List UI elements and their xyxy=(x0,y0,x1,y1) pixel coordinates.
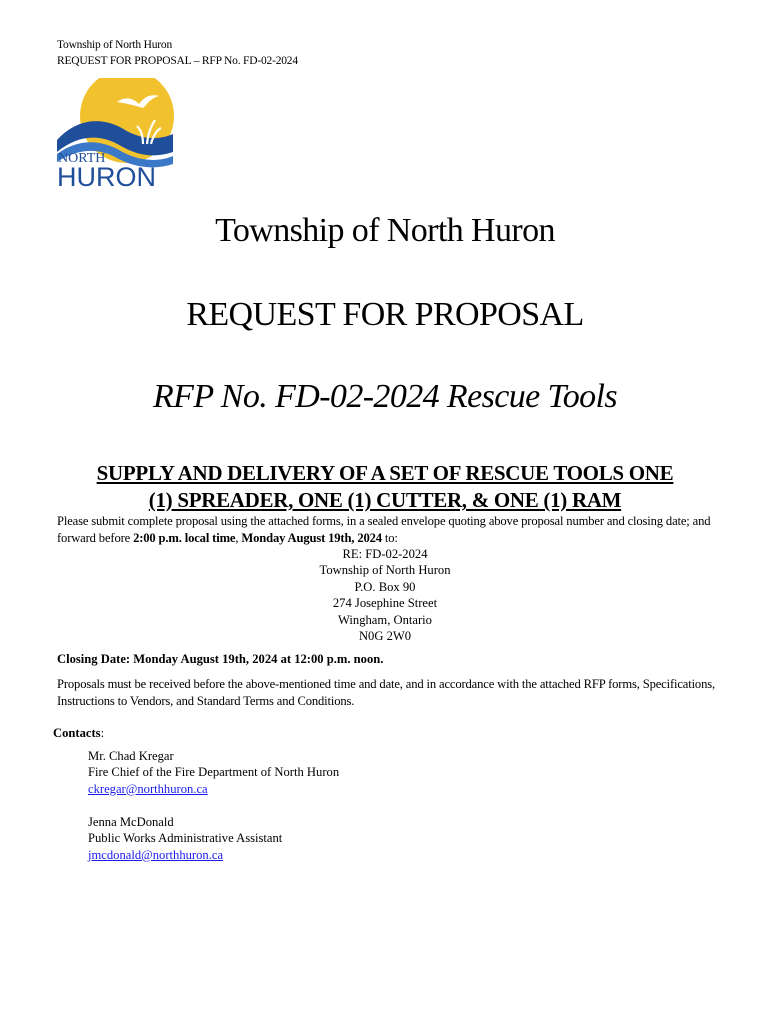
running-header xyxy=(57,37,298,69)
subtitle-line-2: (1) SPREADER, ONE (1) CUTTER, & ONE (1) RAM xyxy=(148,488,622,512)
contact-title: Fire Chief of the Fire Department of North Huron xyxy=(88,765,340,780)
contact-name: Mr. Chad Kregar xyxy=(88,749,174,763)
instructions-text-3: to: xyxy=(381,531,398,545)
subtitle-line-1: SUPPLY AND DELIVERY OF A SET OF RESCUE TOOLS ONE xyxy=(96,461,674,485)
contact-title: Public Works Administrative Assistant xyxy=(88,831,283,846)
header-line-2: REQUEST FOR PROPOSAL – RFP No. FD-02-2024 xyxy=(57,55,298,67)
proposal-requirements: Proposals must be received before the above-mentioned time and date, and in accordance with the attached RFP forms, Specifications, Instructions to Vendors, and Standard Terms and Conditions. xyxy=(57,677,715,708)
address-line: RE: FD-02-2024 xyxy=(342,547,428,561)
mailing-address xyxy=(0,546,770,644)
closing-date: Closing Date: Monday August 19th, 2024 at 12:00 p.m. noon. xyxy=(57,652,384,666)
address-line: N0G 2W0 xyxy=(358,629,412,644)
title-township: Township of North Huron xyxy=(215,212,555,249)
title-request-for-proposal: REQUEST FOR PROPOSAL xyxy=(186,296,584,333)
submission-instructions xyxy=(57,513,722,547)
north-huron-logo xyxy=(55,78,175,188)
logo-text-north: NORTH xyxy=(58,151,106,166)
address-line: Wingham, Ontario xyxy=(338,612,432,627)
contact-email-link[interactable]: jmcdonald@northhuron.ca xyxy=(88,847,224,862)
contact-block xyxy=(88,748,339,797)
contact-name: Jenna McDonald xyxy=(88,815,174,829)
contacts-heading: Contacts: xyxy=(53,726,105,740)
address-line: P.O. Box 90 xyxy=(354,579,416,594)
instructions-time: 2:00 p.m. local time xyxy=(133,531,236,545)
instructions-text-2: , xyxy=(235,531,242,545)
title-rfp-number: RFP No. FD-02-2024 Rescue Tools xyxy=(153,378,617,415)
instructions-date: Monday August 19th, 2024 xyxy=(241,531,382,545)
logo-text-huron: HURON xyxy=(57,162,156,188)
instructions-text-1: Please submit complete proposal using the attached forms, in a sealed envelope quoting above proposal number and closing date; and forward before xyxy=(57,514,711,545)
contact-block xyxy=(88,814,282,863)
address-line: Township of North Huron xyxy=(319,563,451,578)
contact-email-link[interactable]: ckregar@northhuron.ca xyxy=(88,781,208,796)
rfp-subtitle xyxy=(40,460,730,514)
header-line-1: Township of North Huron xyxy=(57,39,173,51)
address-line: 274 Josephine Street xyxy=(332,596,438,611)
